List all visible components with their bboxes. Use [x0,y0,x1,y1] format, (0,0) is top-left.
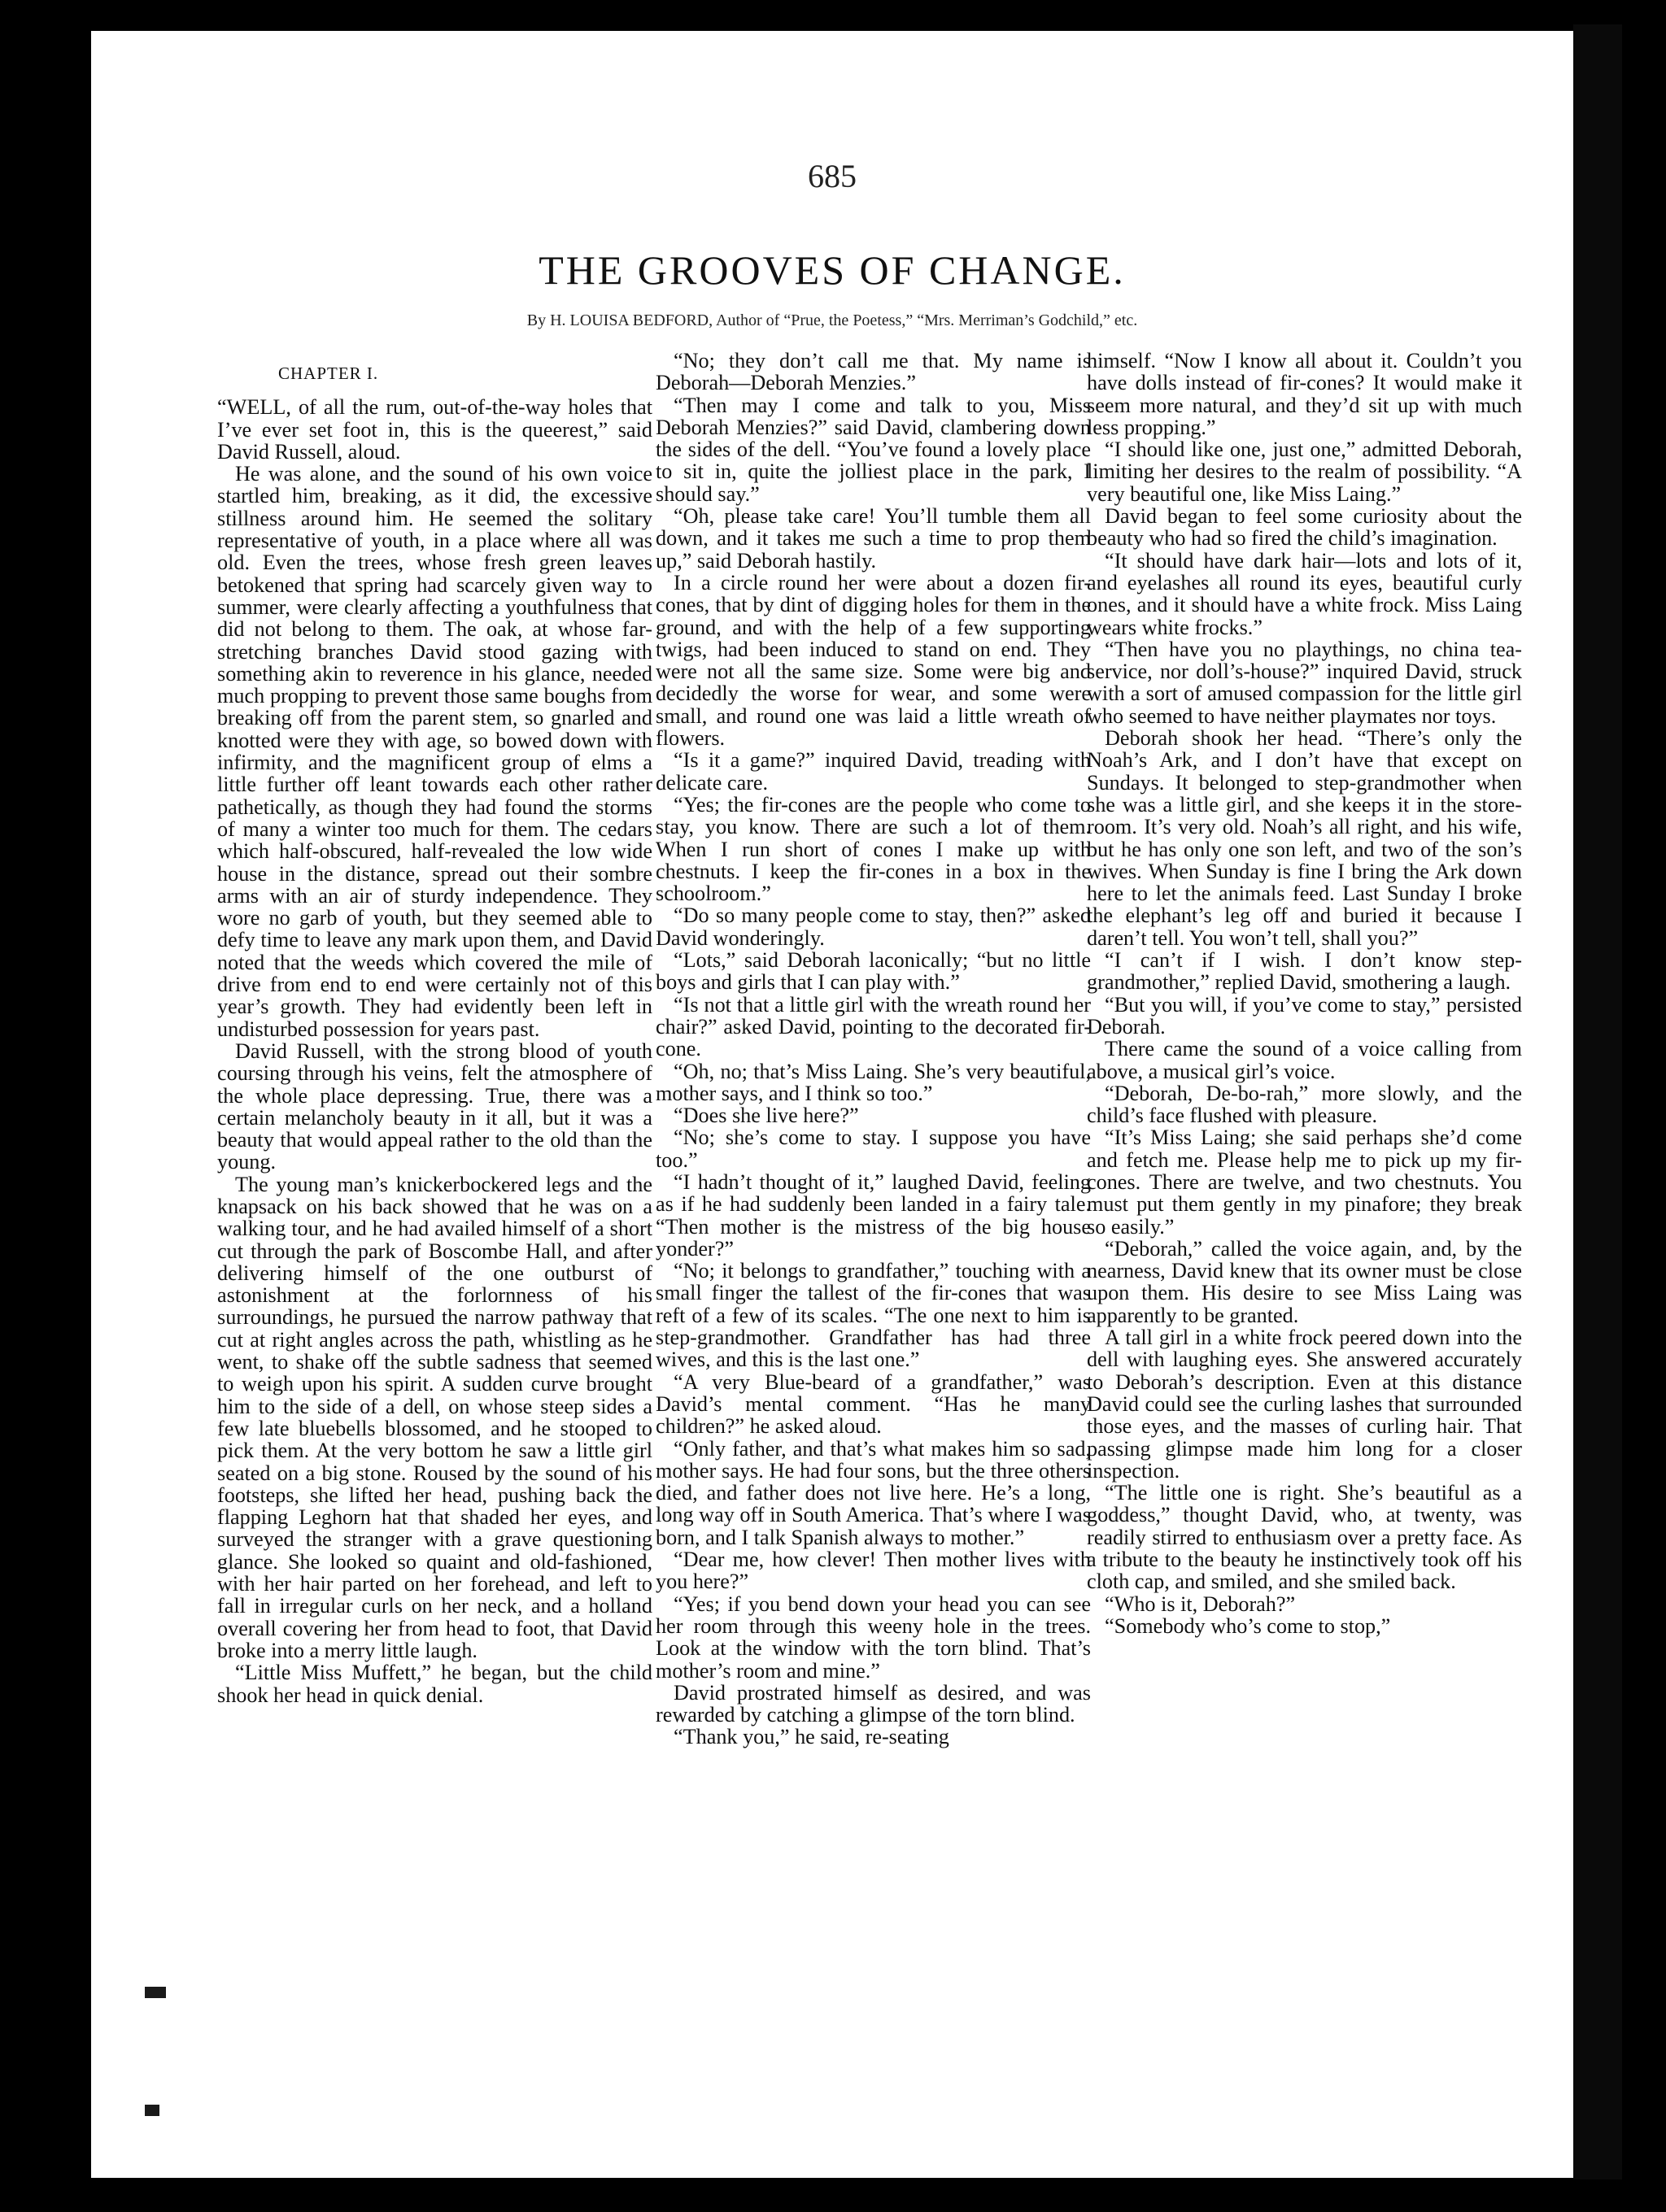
paragraph: “Oh, no; that’s Miss Laing. She’s very beautiful, mother says, and I think so too.” [656,1059,1091,1105]
paragraph: “Does she live here?” [674,1104,859,1128]
paragraph: “Oh, please take care! You’ll tumble them all down, and it takes me such a time to prop them up,” said Deborah hastily. [656,504,1091,573]
paragraph: “No; they don’t call me that. My name is Deborah—Deborah Menzies.” [656,349,1091,395]
paragraph: “Yes; if you bend down your head you can see her room through this weeny hole in the trees. Look at the window with the torn blind. That’s mother’s room and mine.” [656,1592,1091,1683]
paragraph: “No; it belongs to grandfather,” touching with a small finger the tallest of the fir-cones that was reft of a few of its scales. “The one next to him is step-grandmother. Grandfather has had three wives, and this is the last one.” [656,1259,1091,1372]
paragraph: “It’s Miss Laing; she said perhaps she’d come and fetch me. Please help me to pick up my fir-cones. There are twelve, and two chestnuts. You must put them gently in my pinafore; they break so easily.” [1087,1126,1522,1239]
paragraph: He was alone, and the sound of his own voice startled him, breaking, as it did, the excessive stillness around him. He seemed the solitary representative of youth, in a place where all was old. Even the trees, whose fresh green leaves betokened that spring had scarcely given way to summer, were clearly affecting a youthfulness that did not belong to them. The oak, at whose far-stretching branches David stood gazing with something akin to reverence in his glance, needed much propping to prevent those same boughs from breaking off from the parent stem, so gnarled and knotted were they with age, so bowed down with infirmity, and the magnificent group of elms a little further off leant towards each other rather pathetically, as though they had found the storms of many a winter too much for them. The cedars which half-obscured, half-revealed the low wide house in the distance, spread out their sombre arms with an air of sturdy independence. They wore no garb of youth, but they seemed able to defy time to leave any mark upon them, and David noted that the weeds which covered the mile of drive from end to end were certainly not of this year’s growth. They had evidently been left in undisturbed possession for years past. [217,462,652,1041]
paragraph: “Only father, and that’s what makes him so sad, mother says. He had four sons, but the three others died, and father does not live here. He’s a long, long way off in South America. That’s where I was born, and I talk Spanish always to mother.” [656,1436,1091,1549]
paragraph: “Deborah, De-bo-rah,” more slowly, and the child’s face flushed with pleasure. [1087,1081,1522,1128]
paragraph: “Lots,” said Deborah laconically; “but no little boys and girls that I can play with.” [656,948,1091,995]
paragraph: “Then have you no playthings, no china tea-service, nor doll’s-house?” inquired David, struck with a sort of amused compassion for the little girl who seemed to have neither playmates nor toys. [1087,637,1522,728]
paragraph: himself. “Now I know all about it. Couldn’t you have dolls instead of fir-cones? It would make it seem more natural, and they’d sit up with much less propping.” [1087,349,1522,439]
paragraph: “Yes; the fir-cones are the people who come to stay, you know. There are such a lot of them. When I run short of cones I make up with chestnuts. I keep the fir-cones in a box in the schoolroom.” [656,792,1091,906]
paragraph: “Deborah,” called the voice again, and, by the nearness, David knew that its owner must be close upon them. His desire to see Miss Laing was apparently to be granted. [1087,1236,1522,1327]
page-spine-edge [1573,24,1622,2179]
paragraph: “Is it a game?” inquired David, treading with delicate care. [656,748,1091,795]
paragraph: “Dear me, how clever! Then mother lives with you here?” [656,1548,1091,1594]
paragraph: “Is not that a little girl with the wreath round her chair?” asked David, pointing to the decorated fir-cone. [656,992,1091,1061]
page-number: 685 [808,158,857,194]
paragraph: “Thank you,” he said, re-seating [674,1725,949,1749]
paragraph: “Do so many people come to stay, then?” asked David wonderingly. [656,904,1091,950]
paragraph: “The little one is right. She’s beautiful as a goddess,” thought David, who, at twenty, was readily stirred to enthusiasm over a pretty face. As a tribute to the beauty he instinctively took off his cloth cap, and smiled, and she smiled back. [1087,1481,1522,1594]
paragraph: “WELL, of all the rum, out-of-the-way holes that I’ve ever set foot in, this is the queerest,” said David Russell, aloud. [217,395,652,464]
text-column-1 [217,356,652,1706]
margin-mark [145,2105,159,2116]
margin-mark [145,1987,166,1998]
paragraph: “Then may I come and talk to you, Miss Deborah Menzies?” said David, clambering down the sides of the dell. “You’ve found a lovely place to sit in, quite the jolliest place in the park, I should say.” [656,393,1091,506]
paragraph: “I can’t if I wish. I don’t know step-grandmother,” replied David, smothering a laugh. [1087,948,1522,995]
magazine-page [91,31,1573,2178]
paragraph: “Little Miss Muffett,” he began, but the child shook her head in quick denial. [217,1661,652,1707]
paragraph: “But you will, if you’ve come to stay,” persisted Deborah. [1087,992,1522,1039]
paragraph: David Russell, with the strong blood of youth coursing through his veins, felt the atmosphere of the whole place depressing. True, there was a certain melancholy beauty in it all, but it was a beauty that would appeal rather to the old than the young. [217,1039,652,1174]
article-title: THE GROOVES OF CHANGE. [539,247,1126,293]
chapter-heading: CHAPTER I. [278,364,379,383]
paragraph: There came the sound of a voice calling from above, a musical girl’s voice. [1087,1037,1522,1083]
paragraph: David prostrated himself as desired, and was rewarded by catching a glimpse of the torn blind. [656,1680,1091,1727]
paragraph: In a circle round her were about a dozen fir-cones, that by dint of digging holes for them in the ground, and with the help of a few supporting twigs, had been induced to stand on end. They were not all the same size. Some were big and decidedly the worse for wear, and some were small, and round one was laid a little wreath of flowers. [656,570,1091,751]
paragraph: “Somebody who’s come to stop,” [1105,1613,1391,1638]
paragraph: “I should like one, just one,” admitted Deborah, limiting her desires to the realm of possibility. “A very beautiful one, like Miss Laing.” [1087,438,1522,506]
paragraph: “Who is it, Deborah?” [1105,1592,1296,1616]
paragraph: “It should have dark hair—lots and lots of it, and eyelashes all round its eyes, beautiful curly ones, and it should have a white frock. Miss Laing wears white frocks.” [1087,548,1522,639]
paragraph: A tall girl in a white frock peered down into the dell with laughing eyes. She answered accurately to Deborah’s description. Even at this distance David could see the curling lashes that surrounded those eyes, and the masses of curling hair. That passing glimpse made him long for a closer inspection. [1087,1326,1522,1483]
text-column-3 [1087,350,1522,1637]
paragraph: “A very Blue-beard of a grandfather,” was David’s mental comment. “Has he many children?” he asked aloud. [656,1369,1091,1439]
paragraph: David began to feel some curiosity about the beauty who had so fired the child’s imagination. [1087,504,1522,551]
byline: By H. LOUISA BEDFORD, Author of “Prue, the Poetess,” “Mrs. Merriman’s Godchild,” etc. [526,311,1138,329]
paragraph: The young man’s knickerbockered legs and the knapsack on his back showed that he was on a walking tour, and he had availed himself of a short cut through the park of Boscombe Hall, and after delivering himself of the one outburst of astonishment at the forlornness of his surroundings, he pursued the narrow pathway that cut at right angles across the path, whistling as he went, to shake off the subtle sadness that seemed to weigh upon his spirit. A sudden curve brought him to the side of a dell, on whose steep sides a few late bluebells blossomed, and he stooped to pick them. At the very bottom he saw a little girl seated on a big stone. Roused by the sound of his footsteps, she lifted her head, pushing back the flapping Leghorn hat that shaded her eyes, and surveyed the stranger with a grave questioning glance. She looked so quaint and old-fashioned, with her hair parted on her forehead, and left to fall in irregular curls on her neck, and a holland overall covering her from head to foot, that David broke into a merry little laugh. [217,1172,652,1662]
paragraph: Deborah shook her head. “There’s only the Noah’s Ark, and I don’t have that except on Sundays. It belonged to step-grandmother when she was a little girl, and she keeps it in the store-room. It’s very old. Noah’s all right, and his wife, but he has only one son left, and two of the son’s wives. When Sunday is fine I bring the Ark down here to let the animals feed. Last Sunday I broke the elephant’s leg off and buried it because I daren’t tell. You won’t tell, shall you?” [1087,726,1522,950]
text-column-2 [656,350,1091,1748]
paragraph: “I hadn’t thought of it,” laughed David, feeling as if he had suddenly been landed in a fairy tale. “Then mother is the mistress of the big house yonder?” [656,1169,1091,1261]
paragraph: “No; she’s come to stay. I suppose you have too.” [656,1126,1091,1172]
